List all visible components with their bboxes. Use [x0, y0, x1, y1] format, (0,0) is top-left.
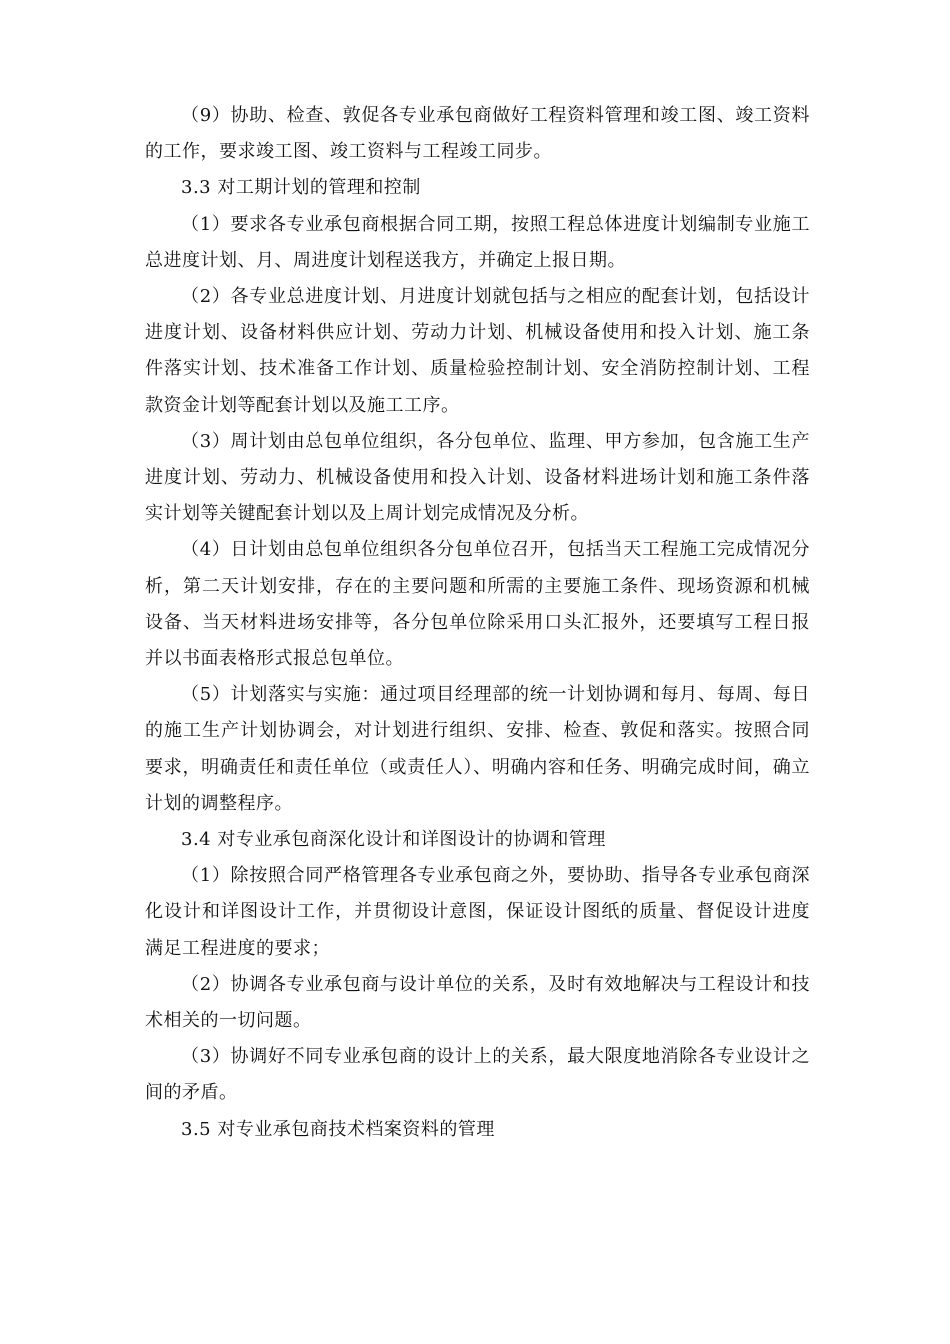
- paragraph: （3）协调好不同专业承包商的设计上的关系，最大限度地消除各专业设计之间的矛盾。: [145, 1046, 810, 1104]
- section-heading: 3.4 对专业承包商深化设计和详图设计的协调和管理: [181, 829, 606, 851]
- paragraph: （2）协调各专业承包商与设计单位的关系，及时有效地解决与工程设计和技术相关的一切问题。: [145, 973, 810, 1032]
- paragraph: （1）要求各专业承包商根据合同工期，按照工程总体进度计划编制专业施工总进度计划、月、周进度计划程送我方，并确定上报日期。: [145, 213, 810, 271]
- paragraph: （4）日计划由总包单位组织各分包单位召开，包括当天工程施工完成情况分析，第二天计划安排，存在的主要问题和所需的主要施工条件、现场资源和机械设备、当天材料进场安排等，各分包单位除采用口头汇报外，还要填写工程日报并以书面表格形式报总包单位。: [145, 539, 810, 670]
- section-heading: 3.5 对专业承包商技术档案资料的管理: [181, 1118, 495, 1140]
- section-heading: 3.3 对工期计划的管理和控制: [181, 177, 421, 199]
- paragraph: （1）除按照合同严格管理各专业承包商之外，要协助、指导各专业承包商深化设计和详图设计工作，并贯彻设计意图，保证设计图纸的质量、督促设计进度满足工程进度的要求；: [145, 865, 810, 959]
- paragraph: （9）协助、检查、敦促各专业承包商做好工程资料管理和竣工图、竣工资料的工作，要求竣工图、竣工资料与工程竣工同步。: [145, 105, 810, 163]
- paragraph: （5）计划落实与实施：通过项目经理部的统一计划协调和每月、每周、每日的施工生产计划协调会，对计划进行组织、安排、检查、敦促和落实。按照合同要求，明确责任和责任单位（或责任人）、明确内容和任务、明确完成时间，确立计划的调整程序。: [145, 684, 810, 814]
- paragraph: （3）周计划由总包单位组织，各分包单位、监理、甲方参加，包含施工生产进度计划、劳动力、机械设备使用和投入计划、设备材料进场计划和施工条件落实计划等关键配套计划以及上周计划完成情况及分析。: [145, 430, 810, 525]
- paragraph: （2）各专业总进度计划、月进度计划就包括与之相应的配套计划，包括设计进度计划、设备材料供应计划、劳动力计划、机械设备使用和投入计划、施工条件落实计划、技术准备工作计划、质量检验控制计划、安全消防控制计划、工程款资金计划等配套计划以及施工工序。: [145, 286, 810, 416]
- document-page: [145, 98, 810, 1148]
